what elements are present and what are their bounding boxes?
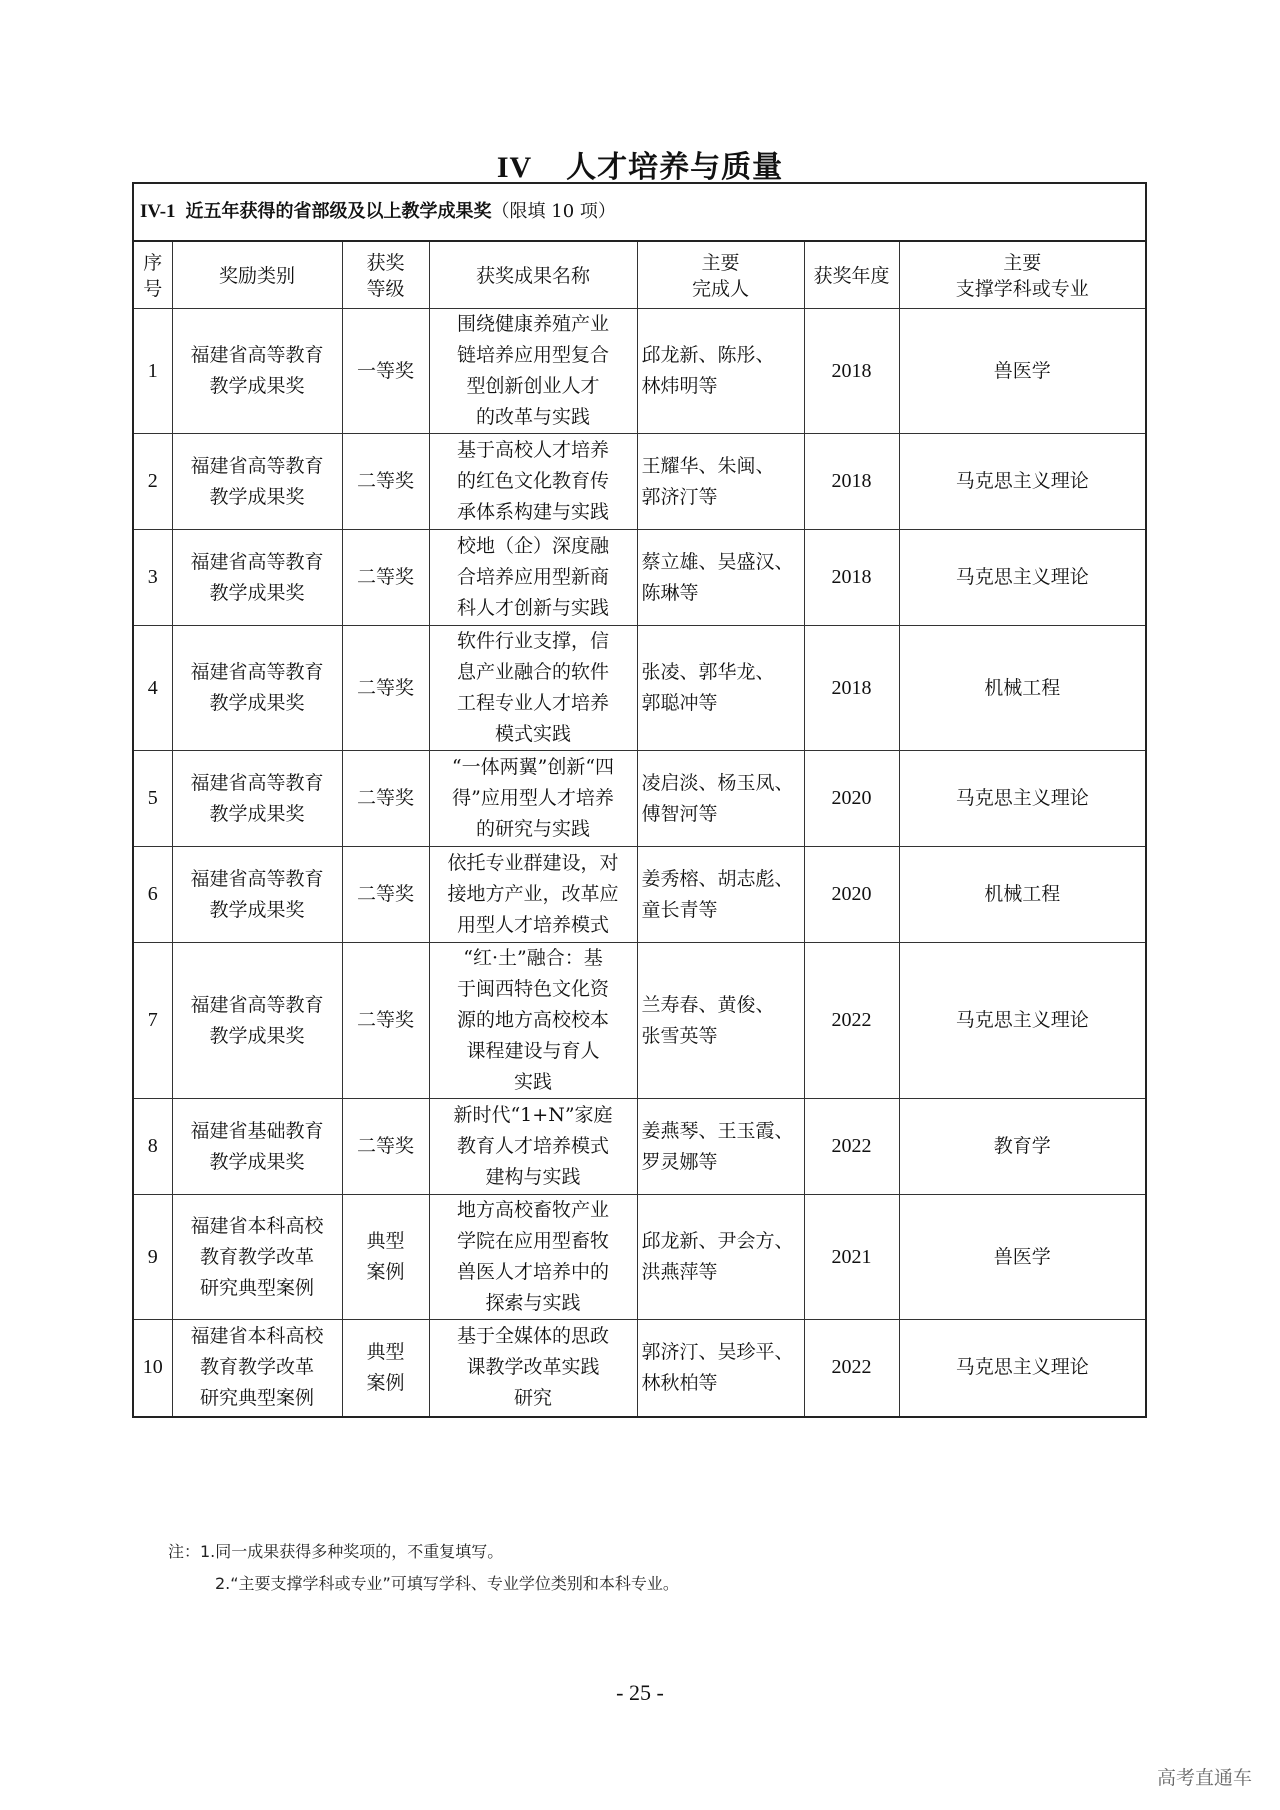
cell-people: 凌启淡、杨玉凤、 傅智河等 bbox=[637, 751, 804, 847]
cell-category: 福建省高等教育 教学成果奖 bbox=[172, 943, 342, 1099]
table-row bbox=[134, 847, 1145, 943]
table-row bbox=[134, 530, 1145, 626]
cell-name: “红·土”融合：基 于闽西特色文化资 源的地方高校校本 课程建设与育人 实践 bbox=[429, 943, 637, 1099]
cell-year: 2018 bbox=[804, 434, 899, 530]
cell-people: 王耀华、朱闽、 郭济汀等 bbox=[637, 434, 804, 530]
cell-level: 二等奖 bbox=[342, 943, 429, 1099]
cell-people: 姜燕琴、王玉霞、 罗灵娜等 bbox=[637, 1099, 804, 1195]
table-row bbox=[134, 751, 1145, 847]
header-people: 主要 完成人 bbox=[637, 242, 804, 309]
cell-discipline: 教育学 bbox=[899, 1099, 1145, 1195]
footnotes bbox=[168, 1536, 679, 1600]
page-number: - 25 - bbox=[616, 1680, 664, 1705]
cell-discipline: 马克思主义理论 bbox=[899, 943, 1145, 1099]
footnote-1: 注：1.同一成果获得多种奖项的，不重复填写。 bbox=[168, 1542, 504, 1561]
header-discipline: 主要 支撑学科或专业 bbox=[899, 242, 1145, 309]
table-row bbox=[134, 1320, 1145, 1416]
cell-name: 依托专业群建设，对 接地方产业，改革应 用型人才培养模式 bbox=[429, 847, 637, 943]
cell-index: 3 bbox=[134, 530, 172, 626]
page-title-text: 人才培养与质量 bbox=[566, 150, 784, 185]
cell-index: 10 bbox=[134, 1320, 172, 1416]
header-year: 获奖年度 bbox=[804, 242, 899, 309]
cell-name: “一体两翼”创新“四 得”应用型人才培养 的研究与实践 bbox=[429, 751, 637, 847]
cell-index: 2 bbox=[134, 434, 172, 530]
cell-discipline: 机械工程 bbox=[899, 847, 1145, 943]
cell-level: 一等奖 bbox=[342, 309, 429, 434]
cell-level: 典型 案例 bbox=[342, 1195, 429, 1320]
cell-year: 2022 bbox=[804, 943, 899, 1099]
table-row bbox=[134, 1195, 1145, 1320]
cell-year: 2022 bbox=[804, 1320, 899, 1416]
footnote-2: 2.“主要支撑学科或专业”可填写学科、专业学位类别和本科专业。 bbox=[215, 1574, 679, 1593]
cell-discipline: 马克思主义理论 bbox=[899, 1320, 1145, 1416]
cell-discipline: 兽医学 bbox=[899, 1195, 1145, 1320]
table-row bbox=[134, 309, 1145, 434]
cell-category: 福建省高等教育 教学成果奖 bbox=[172, 847, 342, 943]
cell-people: 邱龙新、尹会方、 洪燕萍等 bbox=[637, 1195, 804, 1320]
cell-category: 福建省高等教育 教学成果奖 bbox=[172, 626, 342, 751]
cell-index: 7 bbox=[134, 943, 172, 1099]
section-heading bbox=[134, 184, 1145, 242]
cell-index: 5 bbox=[134, 751, 172, 847]
header-name: 获奖成果名称 bbox=[429, 242, 637, 309]
table-row bbox=[134, 434, 1145, 530]
cell-discipline: 兽医学 bbox=[899, 309, 1145, 434]
table-row bbox=[134, 943, 1145, 1099]
page-title bbox=[0, 142, 1280, 186]
cell-discipline: 马克思主义理论 bbox=[899, 434, 1145, 530]
cell-category: 福建省本科高校 教育教学改革 研究典型案例 bbox=[172, 1320, 342, 1416]
watermark: 高考直通车 bbox=[1156, 1767, 1252, 1789]
cell-level: 二等奖 bbox=[342, 751, 429, 847]
table-row bbox=[134, 626, 1145, 751]
section-note: （限填 10 项） bbox=[491, 201, 616, 222]
cell-people: 兰寿春、黄俊、 张雪英等 bbox=[637, 943, 804, 1099]
table-header-row bbox=[134, 242, 1145, 309]
cell-level: 典型 案例 bbox=[342, 1320, 429, 1416]
cell-index: 6 bbox=[134, 847, 172, 943]
cell-name: 地方高校畜牧产业 学院在应用型畜牧 兽医人才培养中的 探索与实践 bbox=[429, 1195, 637, 1320]
header-category: 奖励类别 bbox=[172, 242, 342, 309]
cell-category: 福建省高等教育 教学成果奖 bbox=[172, 751, 342, 847]
cell-name: 围绕健康养殖产业 链培养应用型复合 型创新创业人才 的改革与实践 bbox=[429, 309, 637, 434]
cell-year: 2018 bbox=[804, 626, 899, 751]
cell-year: 2018 bbox=[804, 530, 899, 626]
cell-name: 软件行业支撑，信 息产业融合的软件 工程专业人才培养 模式实践 bbox=[429, 626, 637, 751]
cell-name: 基于全媒体的思政 课教学改革实践 研究 bbox=[429, 1320, 637, 1416]
header-level: 获奖 等级 bbox=[342, 242, 429, 309]
section-title: 近五年获得的省部级及以上教学成果奖 bbox=[185, 201, 492, 222]
cell-discipline: 马克思主义理论 bbox=[899, 530, 1145, 626]
cell-category: 福建省高等教育 教学成果奖 bbox=[172, 434, 342, 530]
cell-year: 2018 bbox=[804, 309, 899, 434]
cell-discipline: 马克思主义理论 bbox=[899, 751, 1145, 847]
section-code: IV-1 bbox=[140, 201, 176, 222]
header-index: 序 号 bbox=[134, 242, 172, 309]
page-title-roman: IV bbox=[496, 151, 533, 184]
cell-level: 二等奖 bbox=[342, 434, 429, 530]
cell-name: 新时代“1+N”家庭 教育人才培养模式 建构与实践 bbox=[429, 1099, 637, 1195]
cell-year: 2021 bbox=[804, 1195, 899, 1320]
awards-table bbox=[134, 242, 1145, 1416]
cell-index: 9 bbox=[134, 1195, 172, 1320]
cell-name: 基于高校人才培养 的红色文化教育传 承体系构建与实践 bbox=[429, 434, 637, 530]
cell-discipline: 机械工程 bbox=[899, 626, 1145, 751]
cell-category: 福建省本科高校 教育教学改革 研究典型案例 bbox=[172, 1195, 342, 1320]
cell-year: 2020 bbox=[804, 847, 899, 943]
cell-index: 4 bbox=[134, 626, 172, 751]
cell-name: 校地（企）深度融 合培养应用型新商 科人才创新与实践 bbox=[429, 530, 637, 626]
cell-people: 张凌、郭华龙、 郭聪冲等 bbox=[637, 626, 804, 751]
cell-level: 二等奖 bbox=[342, 1099, 429, 1195]
cell-level: 二等奖 bbox=[342, 626, 429, 751]
cell-category: 福建省基础教育 教学成果奖 bbox=[172, 1099, 342, 1195]
cell-level: 二等奖 bbox=[342, 530, 429, 626]
awards-frame bbox=[132, 182, 1147, 1418]
cell-people: 蔡立雄、吴盛汉、 陈琳等 bbox=[637, 530, 804, 626]
cell-people: 邱龙新、陈彤、 林炜明等 bbox=[637, 309, 804, 434]
cell-level: 二等奖 bbox=[342, 847, 429, 943]
cell-year: 2022 bbox=[804, 1099, 899, 1195]
cell-index: 8 bbox=[134, 1099, 172, 1195]
table-row bbox=[134, 1099, 1145, 1195]
cell-category: 福建省高等教育 教学成果奖 bbox=[172, 530, 342, 626]
cell-people: 姜秀榕、胡志彪、 童长青等 bbox=[637, 847, 804, 943]
cell-index: 1 bbox=[134, 309, 172, 434]
cell-year: 2020 bbox=[804, 751, 899, 847]
cell-category: 福建省高等教育 教学成果奖 bbox=[172, 309, 342, 434]
cell-people: 郭济汀、吴珍平、 林秋柏等 bbox=[637, 1320, 804, 1416]
table-body bbox=[134, 309, 1145, 1416]
